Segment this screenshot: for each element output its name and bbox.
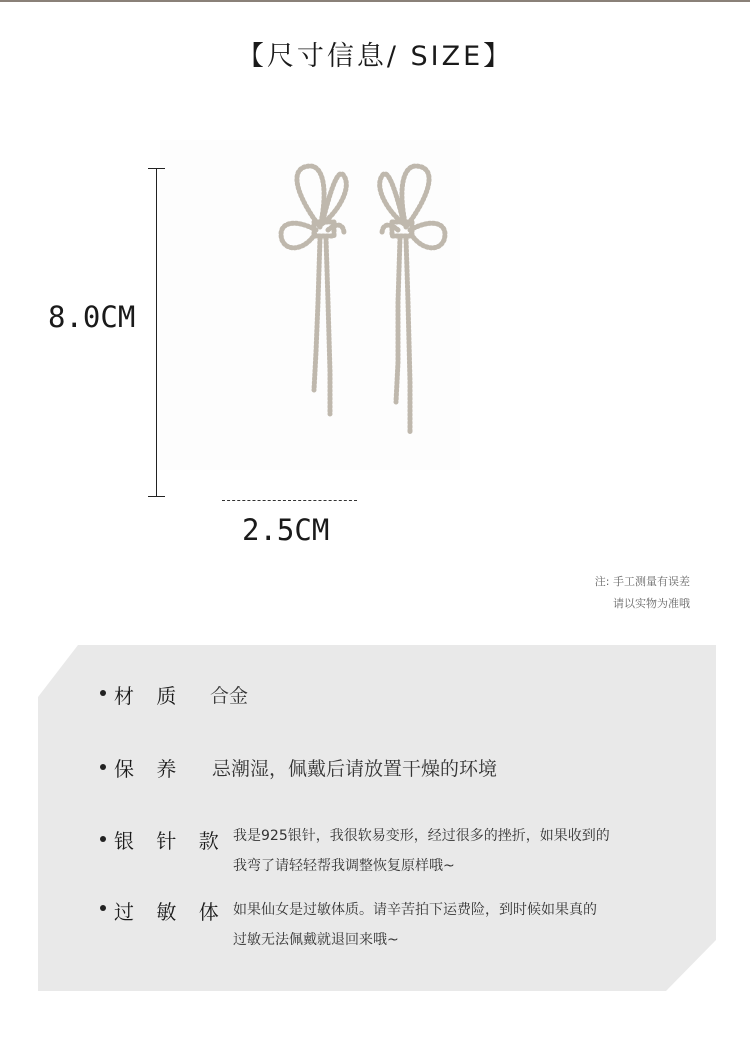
spec-label: 银 针 款 bbox=[114, 829, 227, 853]
earring-left bbox=[281, 166, 346, 414]
bullet-icon bbox=[100, 690, 106, 696]
spec-label: 材 质 bbox=[114, 684, 185, 708]
height-label: 8.0CM bbox=[48, 300, 136, 334]
height-measure-cap-bottom bbox=[148, 496, 165, 497]
bullet-icon bbox=[100, 836, 106, 842]
width-measure-line bbox=[222, 500, 357, 501]
top-divider bbox=[0, 0, 750, 2]
spec-value: 忌潮湿，佩戴后请放置干燥的环境 bbox=[212, 758, 498, 780]
width-label: 2.5CM bbox=[242, 513, 330, 547]
spec-value-line1: 如果仙女是过敏体质。请辛苦拍下运费险，到时候如果真的 bbox=[233, 902, 597, 918]
earring-right bbox=[380, 166, 445, 432]
spec-label: 保 养 bbox=[114, 757, 185, 781]
spec-value: 合金 bbox=[210, 685, 249, 707]
page-title: 【尺寸信息/ SIZE】 bbox=[236, 41, 514, 72]
spec-value-line2: 我弯了请轻轻帮我调整恢复原样哦~ bbox=[233, 858, 455, 874]
spec-label: 过 敏 体 bbox=[114, 900, 227, 924]
bullet-icon bbox=[100, 905, 106, 911]
bullet-icon bbox=[100, 764, 106, 770]
measurement-note-line1: 注: 手工测量有误差 bbox=[594, 575, 690, 588]
spec-value-line1: 我是925银针，我很软易变形，经过很多的挫折，如果收到的 bbox=[233, 828, 610, 844]
earrings-image bbox=[272, 152, 472, 442]
spec-value-line2: 过敏无法佩戴就退回来哦~ bbox=[233, 932, 399, 948]
height-measure-line bbox=[156, 168, 157, 497]
measurement-note-line2: 请以实物为准哦 bbox=[613, 597, 690, 610]
